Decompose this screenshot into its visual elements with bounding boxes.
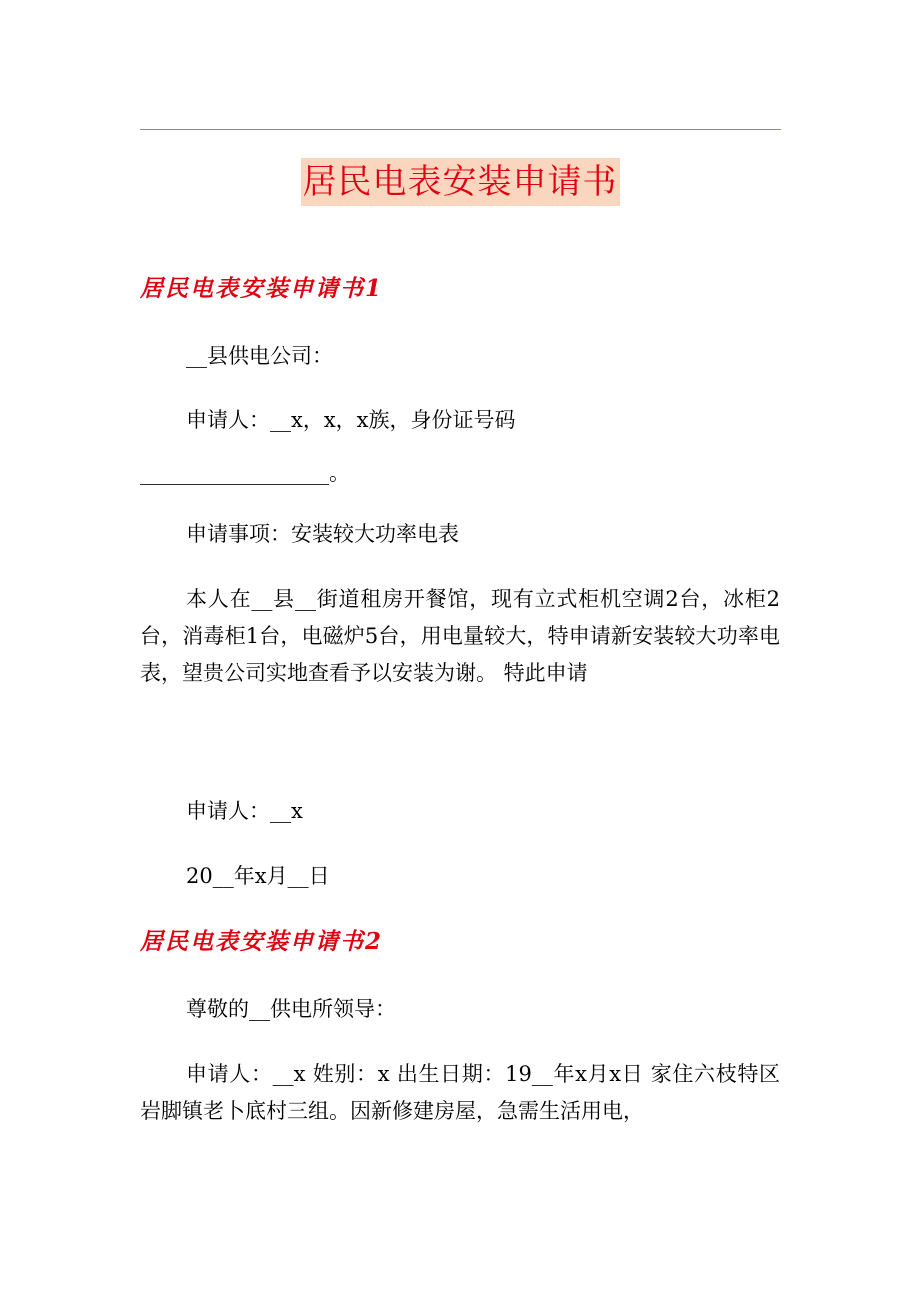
section-2-body: 申请人：__x 姓别：x 出生日期：19__年x月x日 家住六枝特区岩脚镇老卜底村三组。因新修建房屋，急需生活用电，	[140, 1062, 780, 1123]
section-1-date: 20__年x月__日	[186, 864, 330, 888]
section-1-body: 本人在__县__街道租房开餐馆，现有立式柜机空调2台，冰柜2台，消毒柜1台，电磁炉5台，用电量较大，特申请新安装较大功率电表，望贵公司实地查看予以安装为谢。 特此申请	[140, 587, 780, 685]
section-1-heading: 居民电表安装申请书1	[140, 275, 384, 302]
document-title-text: 居民电表安装申请书	[301, 158, 620, 206]
section-2-addressee: 尊敬的__供电所领导：	[186, 997, 396, 1021]
section-1-addressee: __县供电公司：	[186, 344, 333, 368]
section-1-matter: 申请事项：安装较大功率电表	[186, 522, 459, 546]
section-1-applicant-line: 申请人：__x，x，x族，身份证号码	[186, 408, 516, 432]
header-divider	[140, 129, 781, 130]
section-1-signature: 申请人：__x	[186, 799, 303, 823]
document-title	[0, 158, 920, 206]
section-1-id-blank: __________________。	[140, 461, 350, 485]
section-2-heading: 居民电表安装申请书2	[140, 928, 384, 955]
